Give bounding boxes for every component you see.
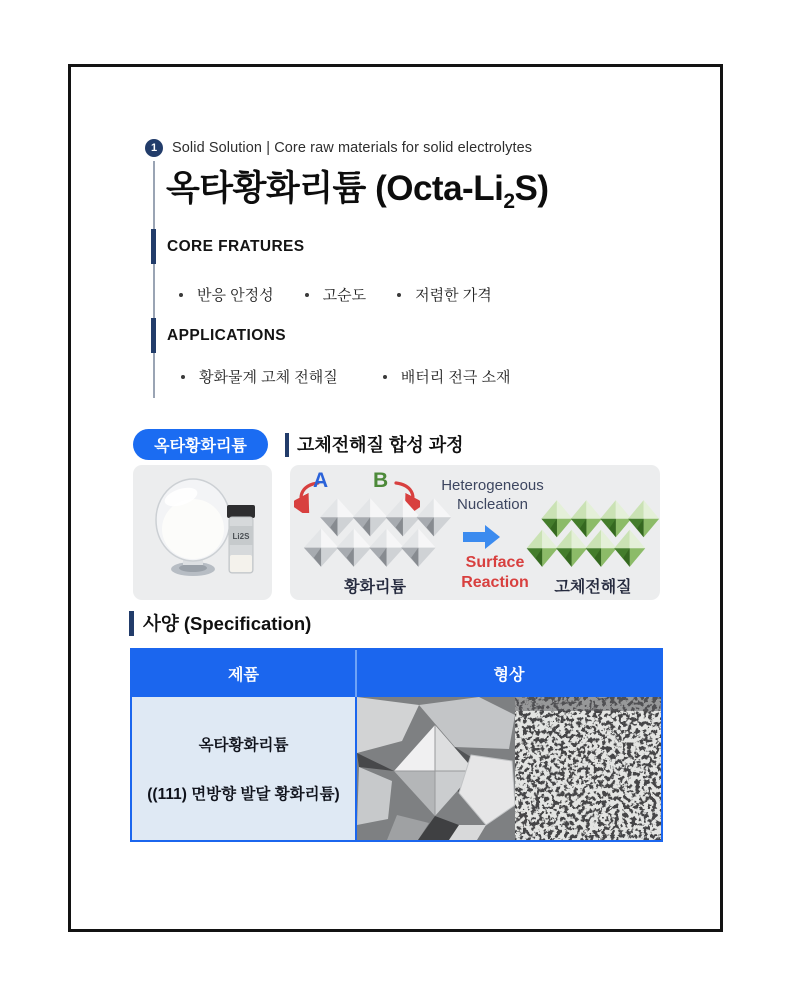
product-cell (132, 697, 357, 840)
right-cluster-label: 고체전해질 (554, 579, 632, 596)
bullet-icon (383, 375, 387, 379)
bullet-icon (179, 293, 183, 297)
timeline-line (153, 161, 155, 398)
core-features-heading: CORE FRATURES (167, 238, 305, 255)
flask-powder (162, 499, 224, 559)
application-label: 황화물계 고체 전해질 (199, 369, 338, 386)
sem-image-octahedra (357, 697, 515, 840)
core-features-list (179, 284, 492, 305)
kicker-text: Solid Solution | Core raw materials for solid electrolytes (172, 140, 533, 156)
label-b: B (373, 469, 389, 492)
surface-reaction-label: Surface Reaction (461, 554, 529, 591)
feature-label: 고순도 (322, 287, 367, 304)
vial-cap (227, 505, 255, 518)
heterogeneous-nucleation-label: Heterogeneous Nucleation (441, 477, 544, 513)
vial-label: Li2S (232, 532, 250, 541)
spec-table (130, 648, 663, 842)
spec-heading-bar (129, 611, 134, 636)
list-item (181, 366, 338, 387)
title-part1: 옥타황화리튬 (Octa-Li (166, 169, 504, 208)
process-heading: 고체전해질 합성 과정 (297, 435, 464, 455)
product-pill-badge: 옥타황화리튬 (133, 429, 268, 460)
bullet-icon (181, 375, 185, 379)
column-header-product: 제품 (132, 650, 357, 697)
applications-heading: APPLICATIONS (167, 327, 287, 344)
lithium-sulfide-crystals (292, 497, 452, 569)
title-part2: S) (514, 169, 549, 208)
application-label: 배터리 전극 소재 (400, 369, 511, 386)
kicker-row (145, 139, 532, 157)
list-item (179, 284, 274, 305)
spec-heading: 사양 (Specification) (143, 613, 312, 634)
title-subscript: 2 (503, 190, 515, 213)
synthesis-diagram-panel (290, 465, 660, 600)
solid-electrolyte-crystals (516, 499, 660, 569)
list-item (397, 284, 492, 305)
list-item (383, 366, 511, 387)
table-header-row (132, 650, 661, 697)
table-row (132, 697, 661, 840)
core-features-bar (151, 229, 156, 264)
product-photo-panel (133, 465, 272, 600)
vial-powder (230, 555, 252, 572)
number-badge: 1 (145, 139, 163, 157)
page-title (166, 161, 549, 214)
feature-label: 반응 안정성 (197, 287, 274, 304)
feature-label: 저렴한 가격 (415, 287, 492, 304)
product-description: ((111) 면방향 발달 황화리튬) (147, 786, 340, 803)
process-heading-bar (285, 433, 289, 457)
bullet-icon (397, 293, 401, 297)
column-header-shape: 형상 (493, 667, 525, 684)
shape-cell (357, 697, 661, 840)
applications-bar (151, 318, 156, 353)
product-photo (133, 465, 272, 600)
right-arrow-icon (463, 524, 501, 550)
left-cluster-label: 황화리튬 (344, 579, 406, 596)
bullet-icon (305, 293, 309, 297)
list-item (305, 284, 366, 305)
product-name: 옥타황화리튬 (198, 737, 289, 754)
applications-list (181, 366, 511, 387)
sem-image-powder (515, 697, 661, 840)
label-a: A (313, 469, 329, 492)
